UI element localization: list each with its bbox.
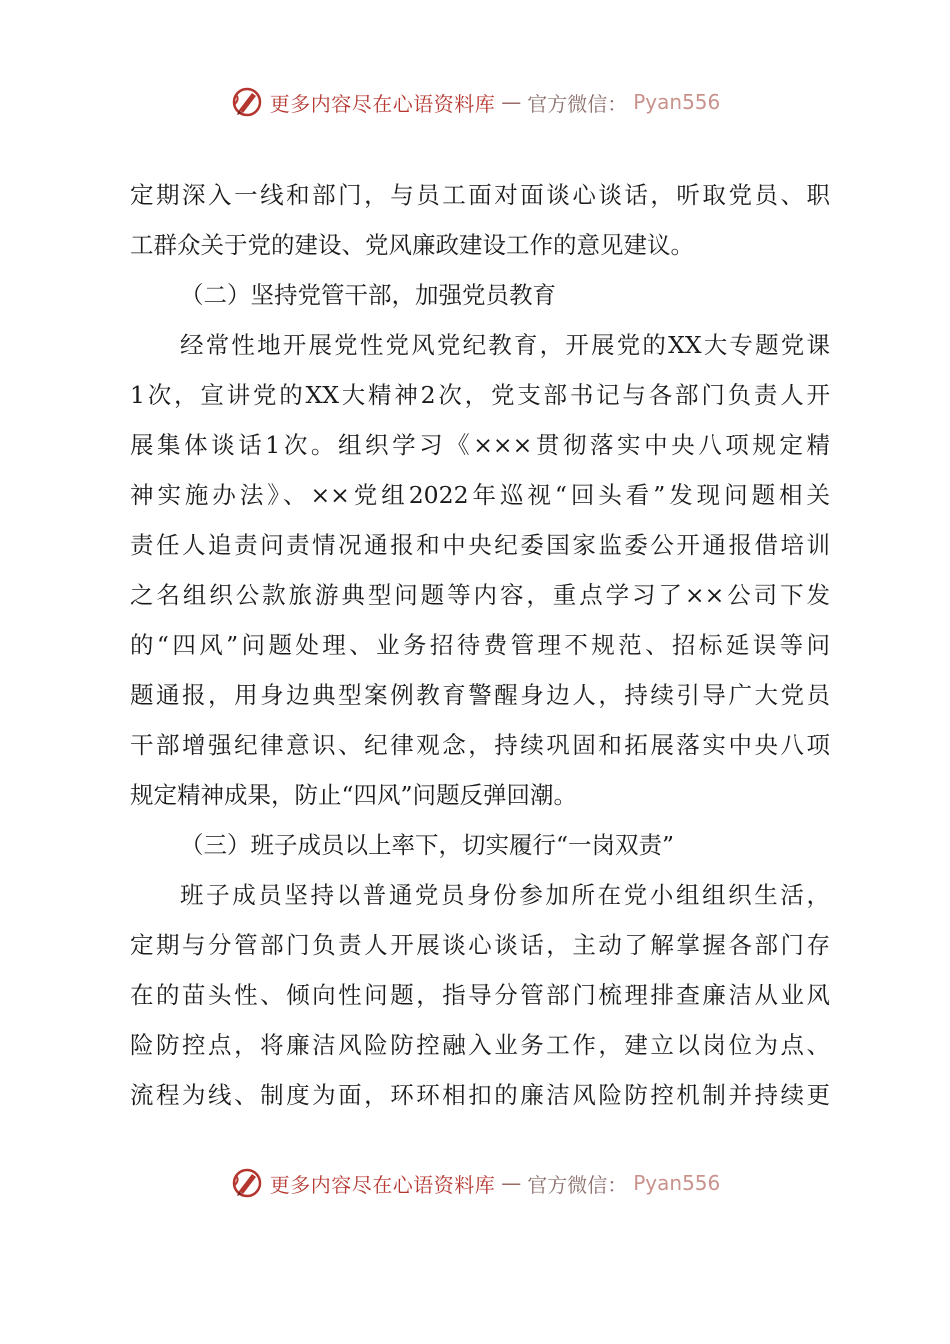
paragraph-line: 神实施办法》、××党组2022年巡视“回头看”发现问题相关 <box>130 481 830 509</box>
paragraph-line: 定期与分管部门负责人开展谈心谈话，主动了解掌握各部门存 <box>130 931 830 959</box>
paragraph-line: 班子成员坚持以普通党员身份参加所在党小组组织生活， <box>180 881 830 909</box>
paragraph-line: 定期深入一线和部门，与员工面对面谈心谈话，听取党员、职 <box>130 181 830 209</box>
watermark-separator: — <box>501 1171 522 1195</box>
watermark-wechat-id: Pyan556 <box>633 1171 721 1195</box>
section-heading: （二）坚持党管干部，加强党员教育 <box>180 281 556 309</box>
paragraph-line: 工群众关于党的建设、党风廉政建设工作的意见建议。 <box>130 231 694 259</box>
paragraph-line: 流程为线、制度为面，环环相扣的廉洁风险防控机制并持续更 <box>130 1081 830 1109</box>
section-heading: （三）班子成员以上率下，切实履行“一岗双责” <box>180 831 675 859</box>
pen-logo-icon <box>230 85 264 119</box>
watermark-separator: — <box>501 90 522 114</box>
paragraph-line: 的“四风”问题处理、业务招待费管理不规范、招标延误等问 <box>130 631 830 659</box>
watermark-wechat-label: 官方微信： <box>527 91 628 116</box>
watermark-wechat-label: 官方微信： <box>527 1172 628 1197</box>
paragraph-line: 责任人追责问责情况通报和中央纪委国家监委公开通报借培训 <box>130 531 830 559</box>
watermark-wechat-id: Pyan556 <box>633 90 721 114</box>
document-body <box>130 170 830 1120</box>
paragraph-line: 经常性地开展党性党风党纪教育，开展党的XX大专题党课 <box>180 331 830 359</box>
paragraph-line: 在的苗头性、倾向性问题，指导分管部门梳理排查廉洁从业风 <box>130 981 830 1009</box>
watermark-footer <box>0 1163 950 1203</box>
paragraph-line: 1次，宣讲党的XX大精神2次，党支部书记与各部门负责人开 <box>130 381 830 409</box>
pen-logo-icon <box>230 1166 264 1200</box>
watermark-header <box>0 82 950 122</box>
watermark-site-text: 更多内容尽在心语资料库 <box>269 91 496 116</box>
watermark-site-text: 更多内容尽在心语资料库 <box>269 1172 496 1197</box>
paragraph-line: 题通报，用身边典型案例教育警醒身边人，持续引导广大党员 <box>130 681 830 709</box>
paragraph-line: 之名组织公款旅游典型问题等内容，重点学习了××公司下发 <box>130 581 830 609</box>
paragraph-line: 干部增强纪律意识、纪律观念，持续巩固和拓展落实中央八项 <box>130 731 830 759</box>
paragraph-line: 展集体谈话1次。组织学习《×××贯彻落实中央八项规定精 <box>130 431 830 459</box>
paragraph-line: 规定精神成果，防止“四风”问题反弹回潮。 <box>130 781 578 809</box>
paragraph-line: 险防控点，将廉洁风险防控融入业务工作，建立以岗位为点、 <box>130 1031 830 1059</box>
